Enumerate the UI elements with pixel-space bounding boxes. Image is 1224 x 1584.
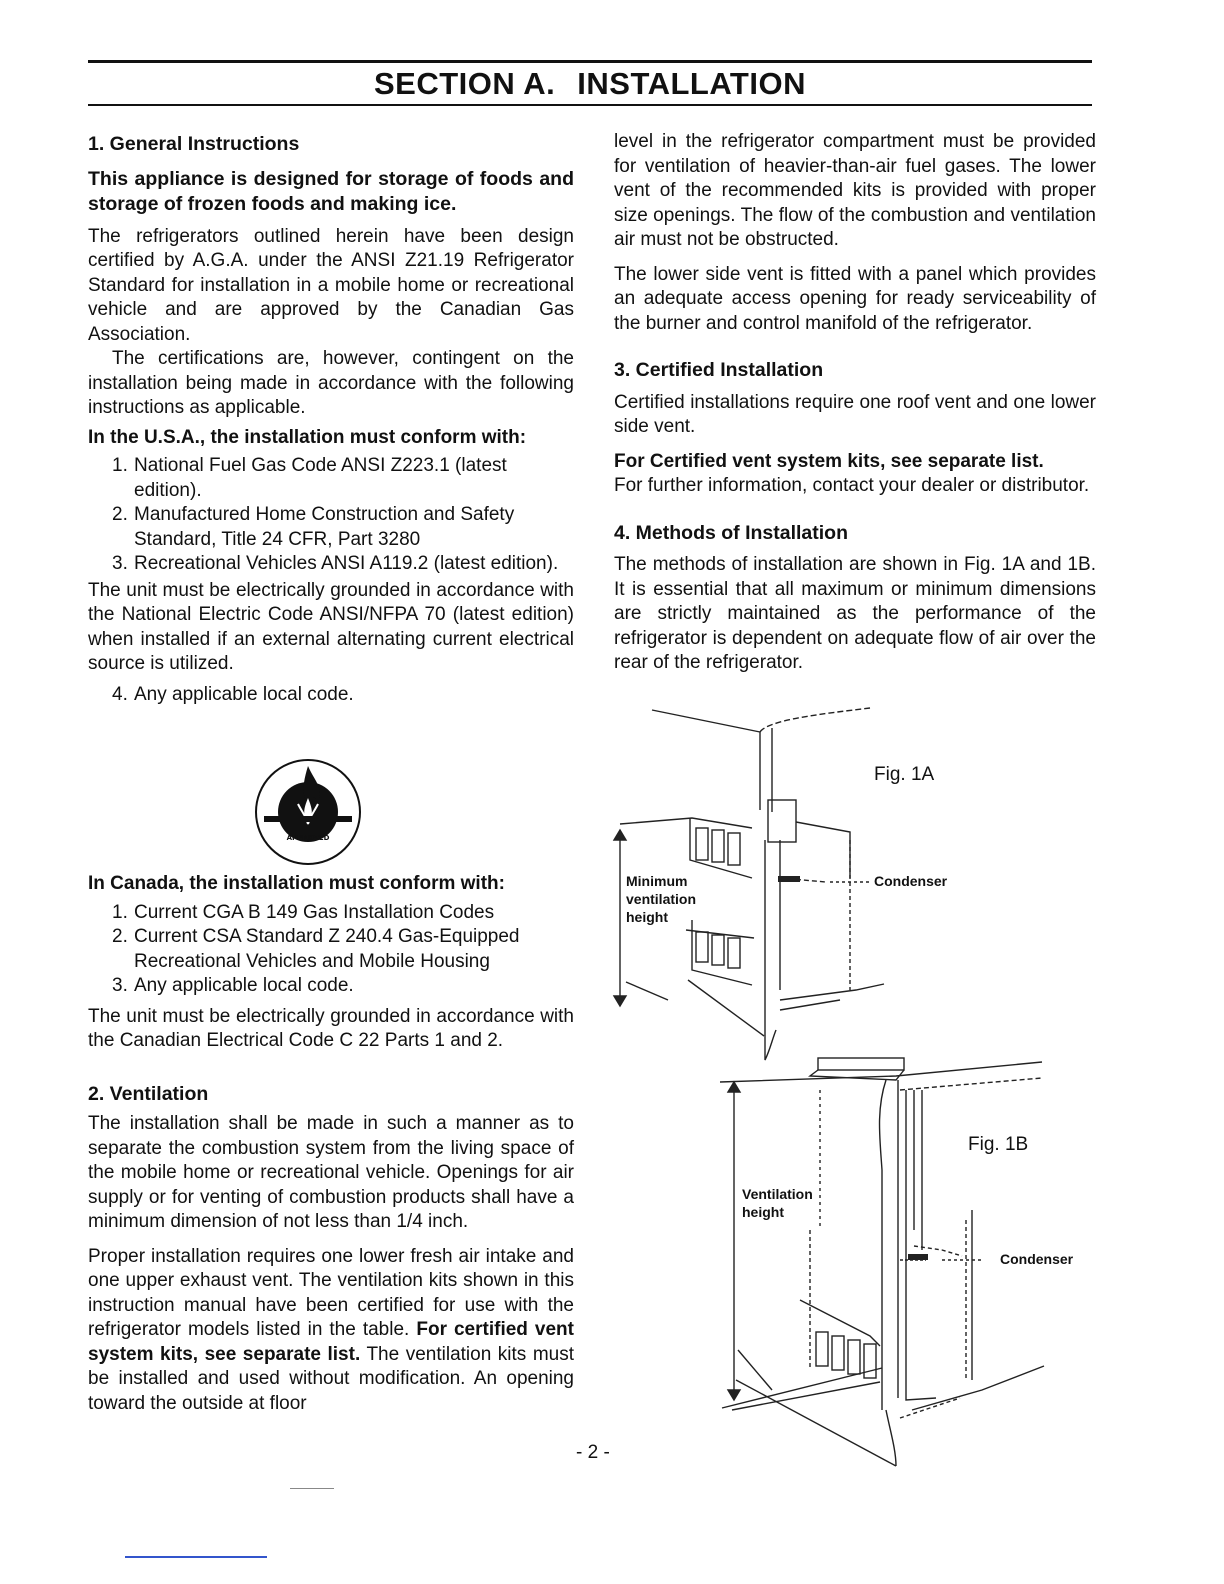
header-rule-bottom <box>88 104 1092 106</box>
footer-divider <box>290 1488 334 1489</box>
floor-vent-paragraph: level in the refrigerator compartment must be provided for ventilation of heavier-than-air fuel gases. The lower vent of the recommended kits is provided with proper size openings. The flow of the combustion and ventilation air must not be obstructed. <box>614 131 1096 250</box>
ventilation-paragraph: The installation shall be made in such a manner as to separate the combustion system from the living space of the mobile home or recreational vehicle. Openings for air supply or for venting of combustion products shall have a minimum dimension of not less than 1/4 inch. <box>88 1113 574 1232</box>
section-title: INSTALLATION <box>577 66 806 101</box>
page-number: - 2 - <box>576 1442 610 1463</box>
heading-general-instructions: 1. General Instructions <box>88 133 300 155</box>
heading-certified-installation: 3. Certified Installation <box>614 359 824 381</box>
certified-paragraph: Certified installations require one roof vent and one lower side vent. <box>614 391 1096 437</box>
side-vent-paragraph: The lower side vent is fitted with a panel which provides an adequate access opening for ready serviceability of the burner and control manifold of the refrigerator. <box>614 263 1096 334</box>
minimum-ventilation-height-label: Minimum ventilation height <box>626 873 697 925</box>
contingent-paragraph: The certifications are, however, contingent on the installation being made in accordance with the following instructions as applicable. <box>88 348 574 418</box>
seal-text: APPROVED <box>286 834 330 842</box>
header-rule-top <box>88 60 1092 63</box>
aga-approved-seal-icon <box>254 758 362 866</box>
methods-paragraph: The methods of installation are shown in Fig. 1A and 1B. It is essential that all maximum or minimum dimensions are strictly maintained as the performance of the refrigerator is dependent on adequate flow of air over the rear of the refrigerator. <box>614 554 1096 673</box>
canada-code-list <box>88 901 574 999</box>
list-item: 4. Any applicable local code. <box>112 683 354 705</box>
proper-installation-paragraph: Proper installation requires one lower fresh air intake and one upper exhaust vent. The ventilation kits shown in this instruction manual have been certified for use with the refrigerator models listed in the table. For certified vent system kits, see separate list. The ventilation kits must be installed and used without modification. An opening toward the outside at floor <box>88 1245 575 1414</box>
left-column <box>88 132 574 707</box>
condenser-label-1a: Condenser <box>874 873 948 889</box>
storage-statement: This appliance is designed for storage of foods and storage of frozen foods and making ice. <box>88 167 574 215</box>
left-column-lower <box>88 872 574 1416</box>
usa-code-list <box>88 454 574 577</box>
footer-blue-line <box>125 1556 267 1558</box>
grounding-paragraph-usa: The unit must be electrically grounded in accordance with the National Electric Code ANSI/NFPA 70 (latest edition) when installed if an external alternating current electrical source is utilized. <box>88 579 574 674</box>
dealer-paragraph: For further information, contact your dealer or distributor. <box>614 475 1090 496</box>
figure-1a-label: Fig. 1A <box>874 764 935 785</box>
heading-ventilation: 2. Ventilation <box>88 1082 209 1105</box>
usa-heading: In the U.S.A., the installation must conform with: <box>88 426 527 448</box>
section-label: SECTION A. <box>374 66 556 101</box>
certification-paragraph: The refrigerators outlined herein have been design certified by A.G.A. under the ANSI Z21.19 Refrigerator Standard for installation in a mobile home or recreational vehicle and are approved by the Canadian Gas Association. <box>88 225 574 345</box>
certified-kits-note: For Certified vent system kits, see separate list. <box>614 450 1044 472</box>
page-title <box>88 66 1092 102</box>
list-item: 2. Manufactured Home Construction and Safety Standard, Title 24 CFR, Part 3280 <box>112 504 515 550</box>
grounding-paragraph-canada: The unit must be electrically grounded in accordance with the Canadian Electrical Code C 22 Parts 1 and 2. <box>88 1005 574 1051</box>
list-item: 3. Recreational Vehicles ANSI A119.2 (latest edition). <box>112 553 559 574</box>
usa-code-list-continued <box>88 683 574 708</box>
list-item: 3. Any applicable local code. <box>112 975 354 996</box>
vent-kits-note: For certified vent system kits, see separate list. <box>88 1319 574 1365</box>
canada-heading: In Canada, the installation must conform with: <box>88 873 505 894</box>
list-item: 1. National Fuel Gas Code ANSI Z223.1 (latest edition). <box>112 455 507 501</box>
heading-methods-installation: 4. Methods of Installation <box>614 521 849 544</box>
condenser-label-1b: Condenser <box>1000 1251 1074 1267</box>
list-item: 1. Current CGA B 149 Gas Installation Codes <box>112 901 495 923</box>
ventilation-height-label: Ventilation height <box>742 1186 813 1220</box>
right-column <box>614 130 1096 676</box>
figure-1b-label: Fig. 1B <box>968 1134 1029 1155</box>
list-item: 2. Current CSA Standard Z 240.4 Gas-Equipped Recreational Vehicles and Mobile Housing <box>112 926 520 972</box>
